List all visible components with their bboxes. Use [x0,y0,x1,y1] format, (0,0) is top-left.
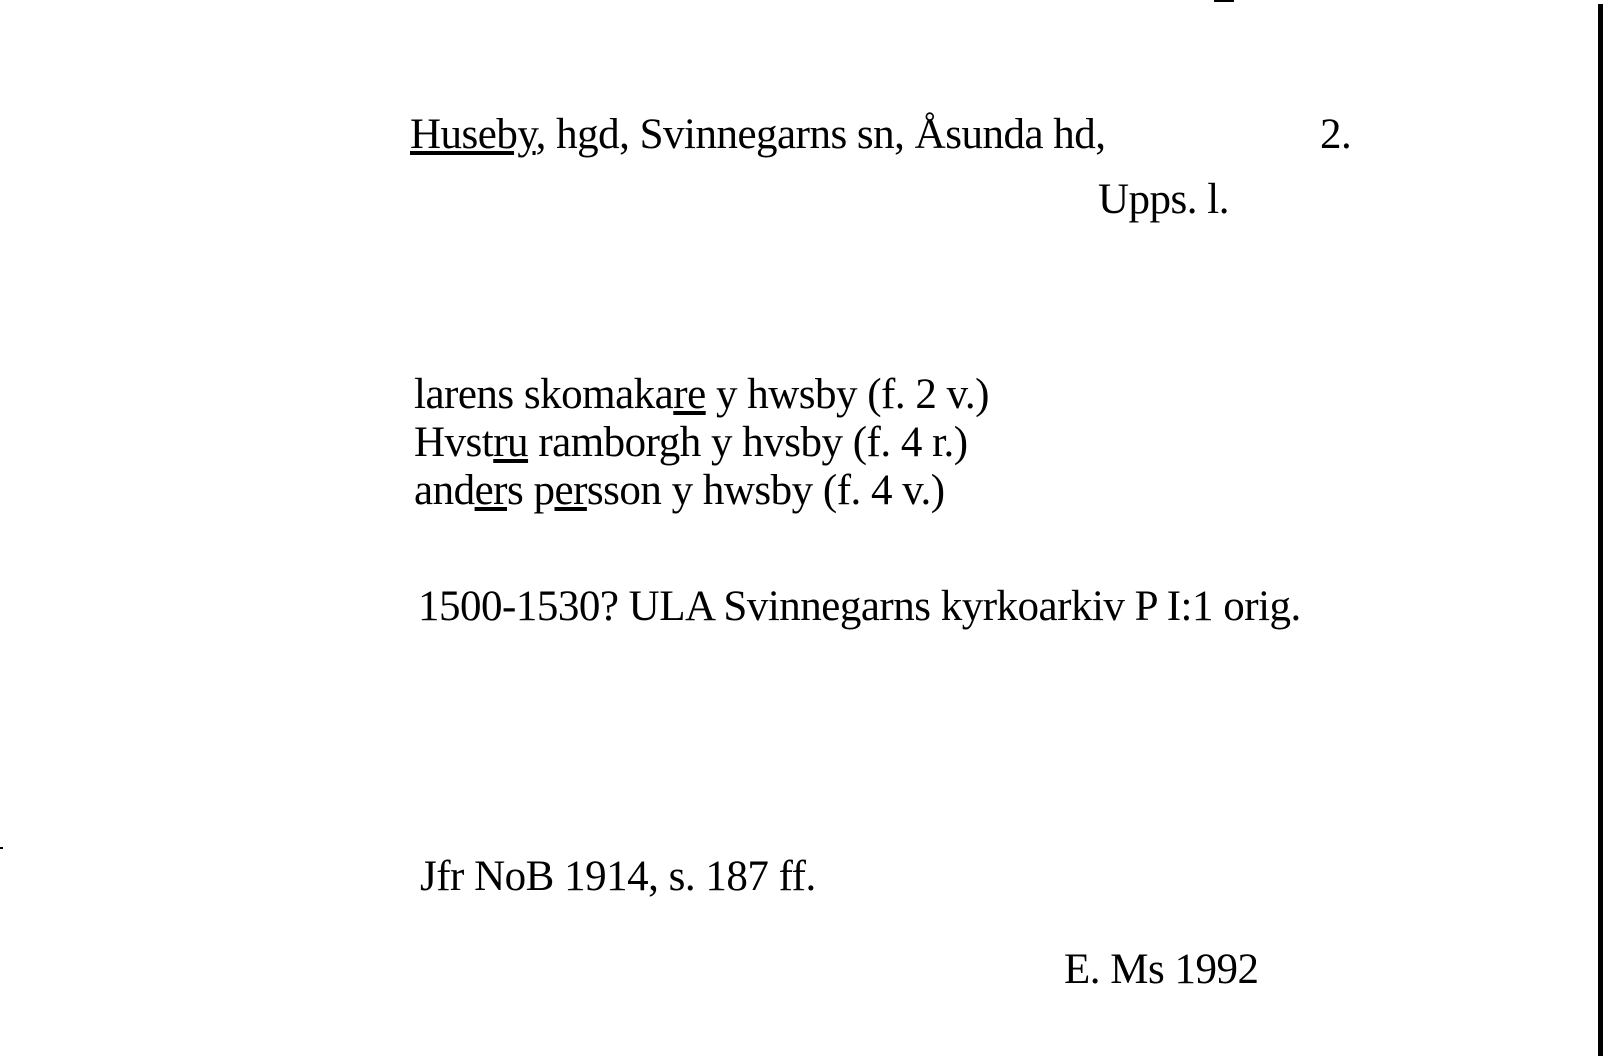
entry-text: s p [507,467,555,514]
scan-mark-top [1214,0,1234,2]
source-citation: 1500-1530? ULA Svinnegarns kyrkoarkiv P I:1 orig. [418,583,1301,630]
entry-text: and [414,467,475,514]
expanded-abbreviation: er [474,467,507,514]
entry-text: larens skomaka [414,371,674,418]
entry-text: Hvst [414,419,494,466]
signature: E. Ms 1992 [1064,946,1259,993]
card-number: 2. [1320,111,1352,158]
literature-reference: Jfr NoB 1914, s. 187 ff. [420,853,816,900]
card-edge [1598,4,1603,1056]
attestation-entry [414,370,989,420]
attestation-entry [414,466,945,516]
attestation-entry [414,418,968,468]
place-description: , hgd, Svinnegarns sn, Åsunda hd, [535,111,1106,158]
province: Upps. l. [1098,176,1229,223]
expanded-abbreviation: re [673,371,706,418]
entry-text: sson y hwsby (f. 4 v.) [586,467,945,514]
place-name: Huseby [410,111,536,158]
expanded-abbreviation: er [554,467,587,514]
entry-text: ramborgh y hvsby (f. 4 r.) [528,419,968,466]
entry-text: y hwsby (f. 2 v.) [705,371,989,418]
card-heading [410,110,1106,160]
scan-mark-left [0,847,3,849]
expanded-abbreviation: ru [493,419,529,466]
